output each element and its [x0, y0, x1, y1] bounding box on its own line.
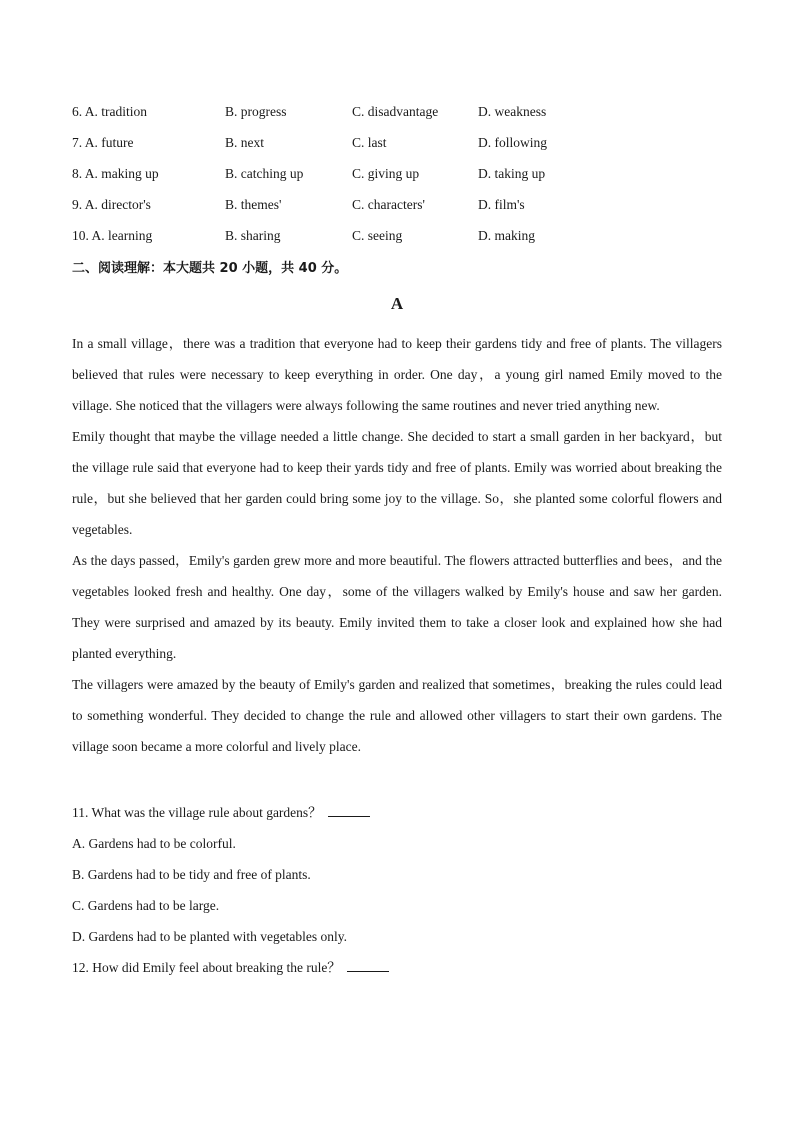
section-heading: 二、阅读理解：本大题共 20 小题，共 40 分。 — [72, 261, 348, 276]
cloze-options — [72, 101, 722, 256]
option-row — [72, 163, 722, 194]
questions-section — [72, 797, 722, 983]
passage-title: A — [390, 294, 404, 313]
option-a: 8. A. making up — [72, 166, 159, 181]
option-d: D. taking up — [478, 166, 546, 181]
question-text: 11. What was the village rule about gardens？ — [72, 805, 322, 820]
answer-option: B. Gardens had to be tidy and free of plants. — [72, 867, 311, 882]
option-a: 10. A. learning — [72, 228, 153, 243]
option-d: D. film's — [478, 197, 525, 212]
passage-paragraph: In a small village，there was a tradition that everyone had to keep their gardens tidy and free of plants. The villagers believed that rules were necessary to keep everything in order. One day，a young girl named Emily moved to the village. She noticed that the villagers were always following the same routines and never tried anything new. — [72, 336, 722, 413]
answer-option: C. Gardens had to be large. — [72, 898, 220, 913]
question-11 — [72, 797, 722, 828]
option-a: 7. A. future — [72, 135, 134, 150]
option-row — [72, 132, 722, 163]
passage-paragraph: The villagers were amazed by the beauty of Emily's garden and realized that sometimes，breaking the rules could lead to something wonderful. They decided to change the rule and allowed other villagers to start their own gardens. The village soon became a more colorful and lively place. — [72, 677, 722, 754]
option-b: B. next — [225, 135, 264, 150]
passage-paragraph: Emily thought that maybe the village needed a little change. She decided to start a small garden in her backyard，but the village rule said that everyone had to keep their yards tidy and free of plants. Emily was worried about breaking the rule，but she believed that her garden could bring some joy to the village. So，she planted some colorful flowers and vegetables. — [72, 429, 722, 537]
option-d: D. following — [478, 135, 547, 150]
option-c: C. characters' — [352, 197, 425, 212]
answer-option: D. Gardens had to be planted with vegetables only. — [72, 929, 348, 944]
option-b: B. progress — [225, 104, 287, 119]
reading-passage — [72, 328, 722, 762]
option-row — [72, 194, 722, 225]
option-b: B. sharing — [225, 228, 281, 243]
option-a: 9. A. director's — [72, 197, 151, 212]
option-b: B. themes' — [225, 197, 282, 212]
answer-option: A. Gardens had to be colorful. — [72, 836, 236, 851]
option-b: B. catching up — [225, 166, 304, 181]
answer-blank[interactable] — [347, 957, 389, 972]
question-text: 12. How did Emily feel about breaking the rule？ — [72, 960, 341, 975]
option-c: C. disadvantage — [352, 104, 439, 119]
option-c: C. giving up — [352, 166, 420, 181]
option-c: C. seeing — [352, 228, 403, 243]
option-row — [72, 225, 722, 256]
passage-paragraph: As the days passed，Emily's garden grew more and more beautiful. The flowers attracted butterflies and bees，and the vegetables looked fresh and healthy. One day，some of the villagers walked by Emily's house and saw her garden. They were surprised and amazed by its beauty. Emily invited them to take a closer look and explained how she had planted everything. — [72, 553, 722, 661]
option-d: D. making — [478, 228, 535, 243]
answer-blank[interactable] — [328, 802, 370, 817]
option-row — [72, 101, 722, 132]
question-12 — [72, 952, 722, 983]
option-a: 6. A. tradition — [72, 104, 147, 119]
option-d: D. weakness — [478, 104, 547, 119]
option-c: C. last — [352, 135, 387, 150]
